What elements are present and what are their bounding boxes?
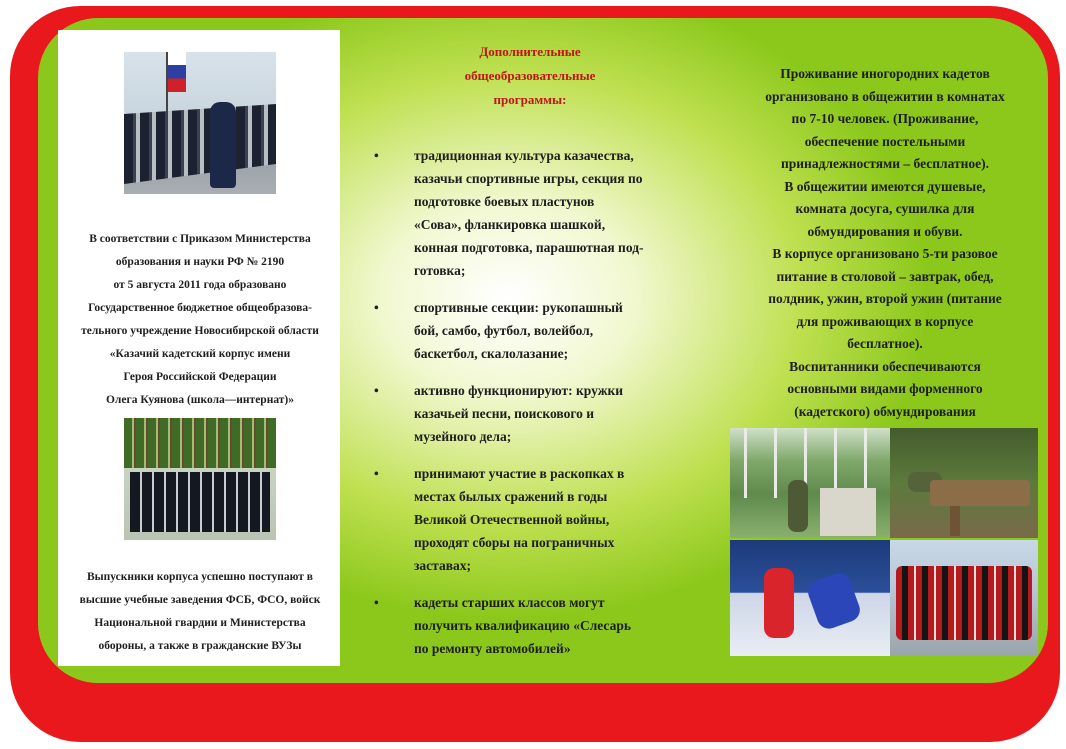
bullet-icon: • [374,148,379,163]
parade-photo [124,52,276,194]
bullet-icon: • [374,466,379,481]
sambo-match-photo [730,540,890,656]
bullet-icon: • [374,300,379,315]
text-line: от 5 августа 2011 года образовано [113,279,287,291]
programs-list [372,144,702,674]
text-line: В соответствии с Приказом Министерства [89,233,311,245]
text-line: Героя Российской Федерации [123,371,277,383]
text-line: Национальной гвардии и Министерства [94,617,306,629]
text-line: Олега Куянова (школа—интернат)» [105,394,295,406]
founding-order-text [60,228,340,412]
football-team-photo [890,540,1038,656]
text-line: Государственное бюджетное общеобразова- [88,302,312,314]
list-item: • кадеты старших классов могут получить квалификацию «Слесарь по ремонту автомобилей» [372,591,702,660]
obstacle-course-photo [890,428,1038,538]
text-line: «Казачий кадетский корпус имени [109,348,291,360]
list-item: • принимают участие в раскопках в местах былых сражений в годы Великой Отечественной войны, проходят сборы на пограничных заставах; [372,462,702,577]
bullet-icon: • [374,383,379,398]
bullet-icon: • [374,595,379,610]
text-line: тельного учреждение Новосибирской области [81,325,319,337]
list-item: • активно функционируют: кружки казачьей песни, поискового и музейного дела; [372,379,702,448]
list-item: • традиционная культура казачества, казачьи спортивные игры, секция по подготовке боевых пластунов «Сова», фланкировка шашкой, конная подготовка, парашютная под- готовка; [372,144,702,282]
dormitory-text: Проживание иногородних кадетов организовано в общежитии в комнатах по 7-10 человек. (Проживание, обеспечение постельными принадлежностями – бесплатное). В общежитии имеются душевые, комната досуга, сушилка для обмундирования и обуви. В корпусе организовано 5-ти разовое питание в столовой – завтрак, обед, полдник, ужин, второй ужин (питание для проживающих в корпусе бесплатное). Воспитанники обеспечиваются основными видами форменного (кадетского) обмундирования [765,66,1005,419]
field-training-photo [730,428,890,538]
flag-icon [168,52,186,92]
programs-title: Дополнительные общеобразовательные программы: [464,44,596,107]
list-item: • спортивные секции: рукопашный бой, самбо, футбол, волейбол, баскетбол, скалолазание; [372,296,702,365]
text-line: Выпускники корпуса успешно поступают в [87,571,313,583]
cadets-group-photo [124,418,276,540]
text-line: обороны, а также в гражданские ВУЗы [98,640,302,652]
text-line: образования и науки РФ № 2190 [115,256,285,268]
graduates-text [60,566,340,658]
text-line: высшие учебные заведения ФСБ, ФСО, войск [79,594,321,606]
